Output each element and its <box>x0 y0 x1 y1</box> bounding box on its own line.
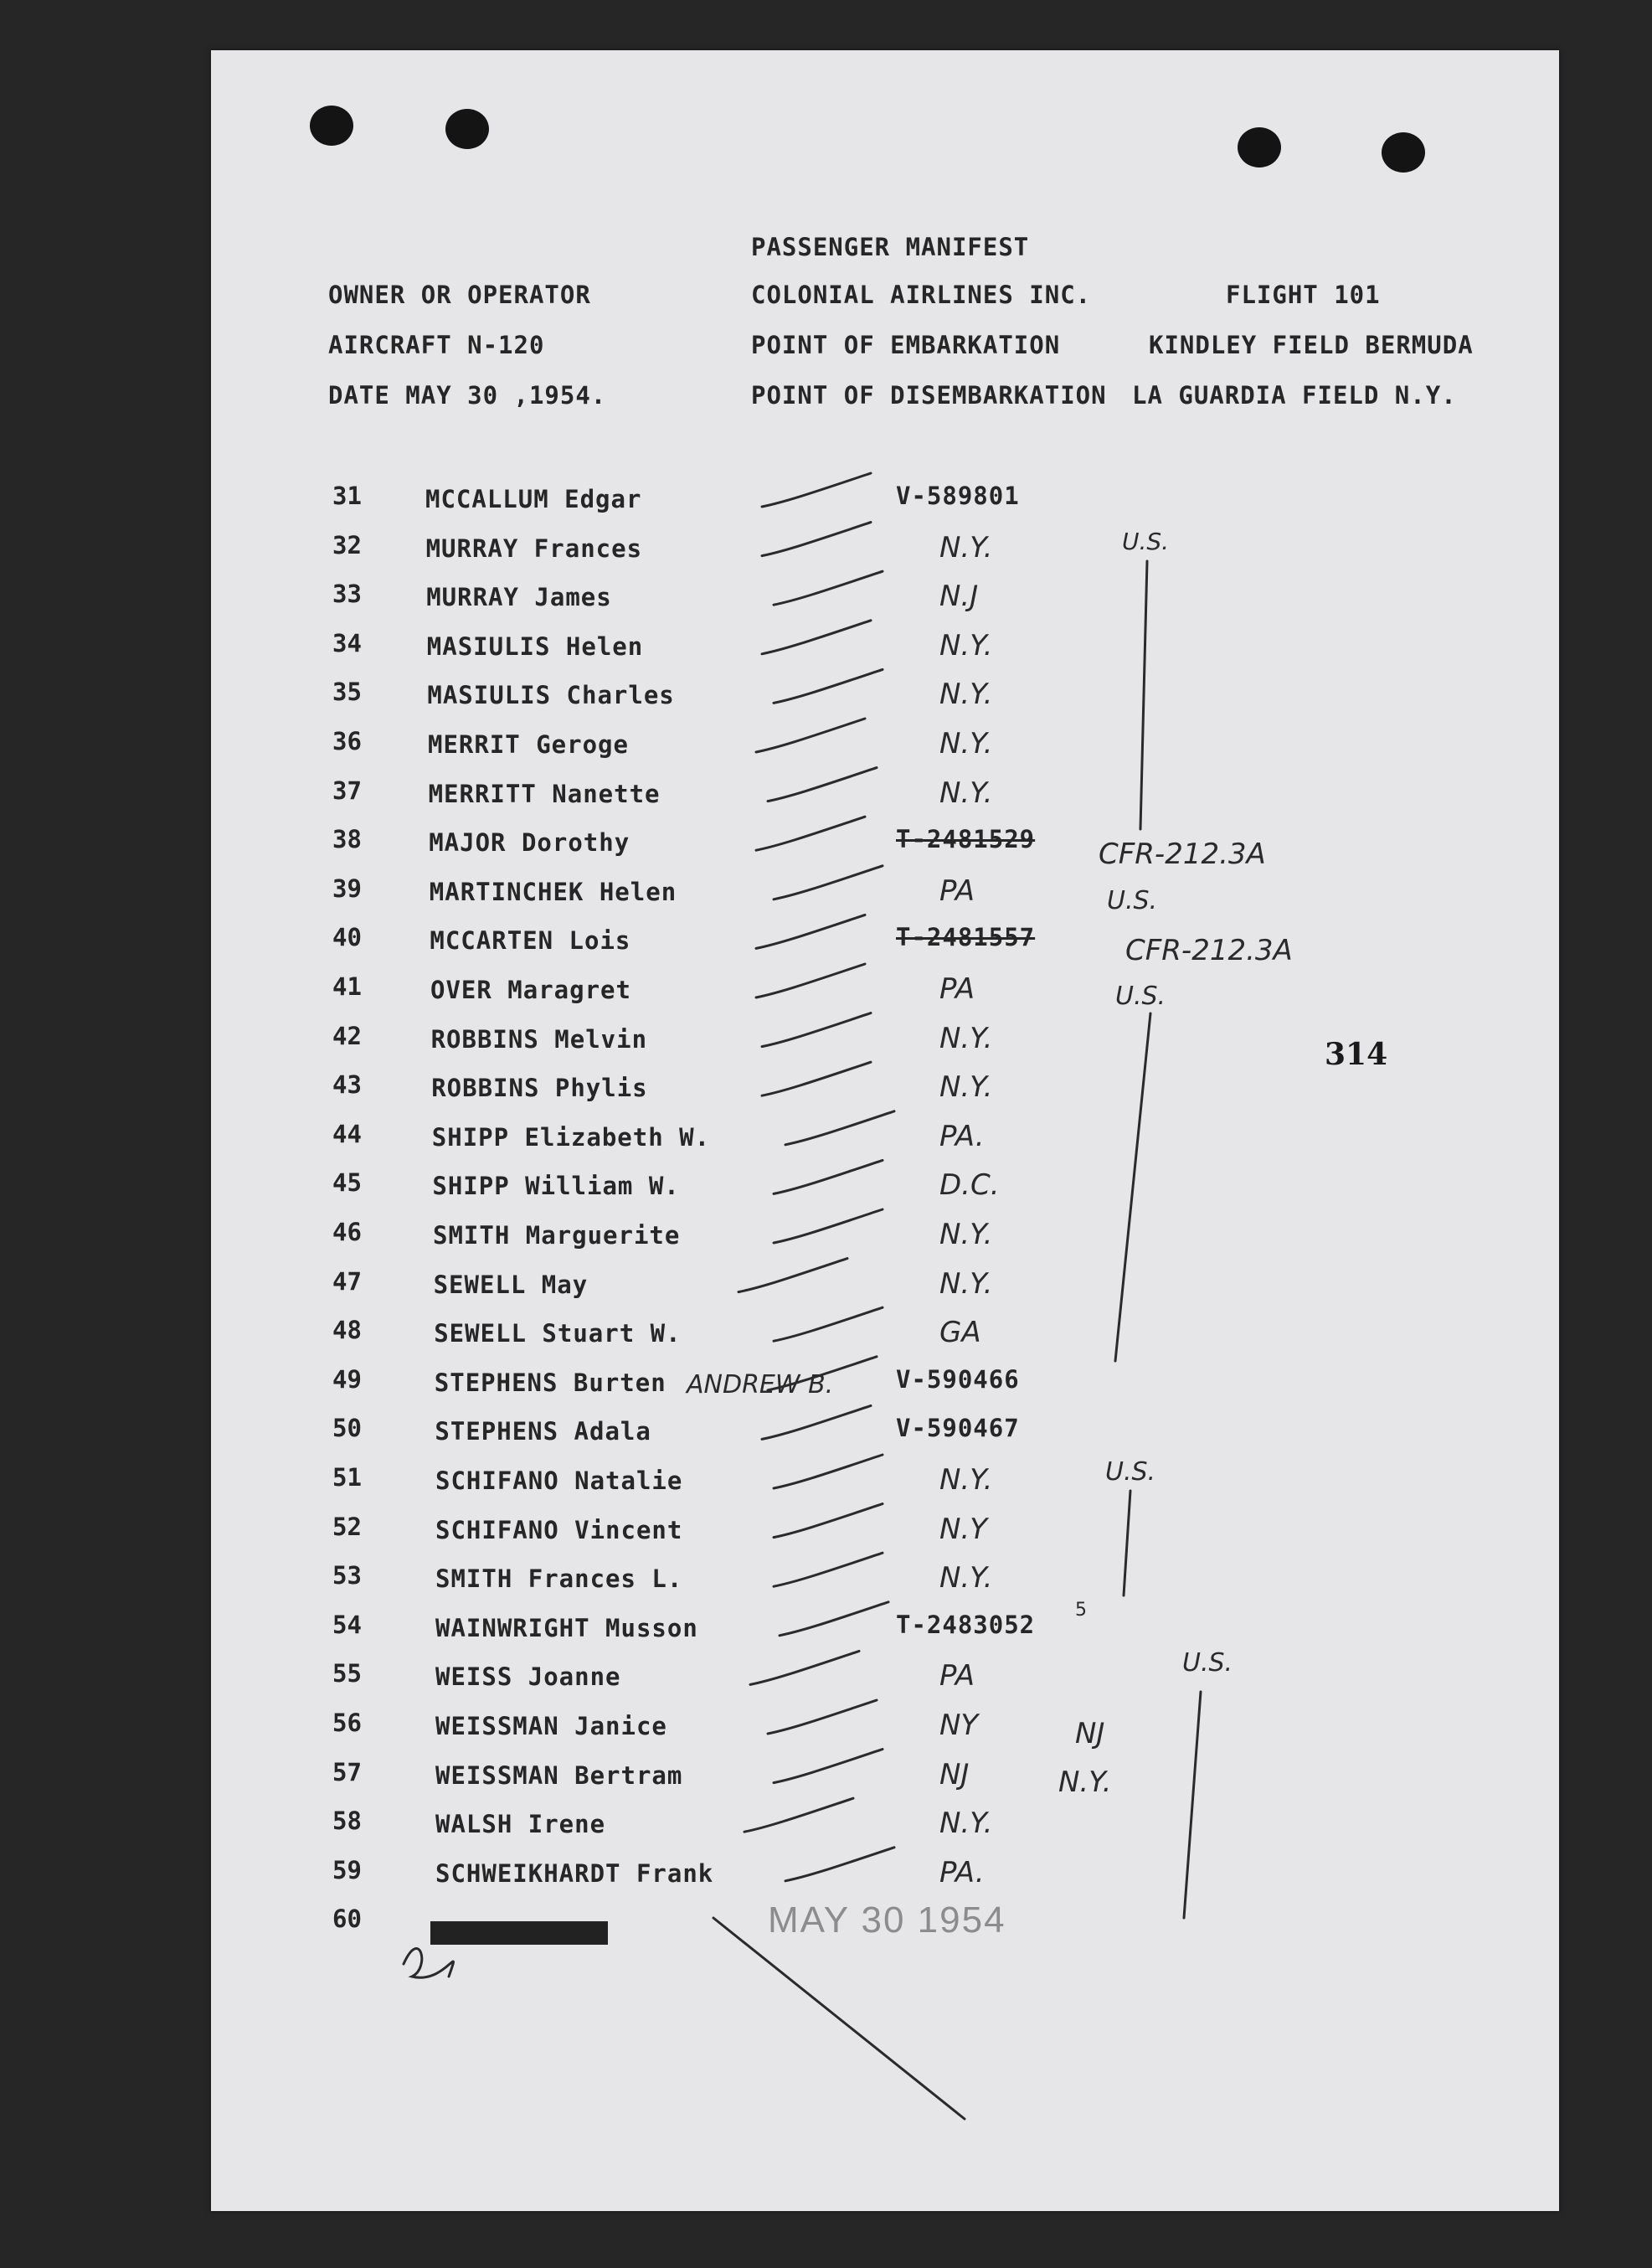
row-number: 52 <box>332 1512 362 1541</box>
punch-hole <box>1238 127 1281 168</box>
passenger-row <box>211 1168 1559 1217</box>
passenger-name: ROBBINS Melvin <box>430 1024 648 1054</box>
passenger-row <box>211 1463 1559 1512</box>
passenger-row <box>211 1120 1559 1168</box>
passenger-row <box>211 1758 1559 1807</box>
owner-value: COLONIAL AIRLINES INC. <box>751 281 1092 309</box>
home-state: PA <box>939 972 975 1006</box>
passenger-row <box>211 1316 1559 1364</box>
document-number: T-2481557 <box>896 923 1036 952</box>
disembarkation-value: LA GUARDIA FIELD N.Y. <box>1132 381 1457 410</box>
passenger-name: SCHWEIKHARDT Frank <box>435 1858 714 1888</box>
embarkation-label: POINT OF EMBARKATION <box>751 331 1061 359</box>
row-number: 45 <box>332 1168 362 1198</box>
row-number: 46 <box>332 1218 362 1246</box>
row-number: 34 <box>332 628 362 657</box>
row-number: 55 <box>332 1659 362 1688</box>
passenger-row <box>211 1659 1559 1708</box>
passenger-name: SCHIFANO Natalie <box>435 1466 683 1495</box>
passenger-name: WEISSMAN Bertram <box>435 1760 683 1790</box>
punch-hole <box>445 109 489 149</box>
passenger-row <box>211 972 1559 1021</box>
passenger-row <box>211 580 1559 628</box>
home-state: PA. <box>939 1855 985 1889</box>
passenger-row <box>211 531 1559 580</box>
aircraft: AIRCRAFT N-120 <box>328 331 545 359</box>
passenger-name: WAINWRIGHT Musson <box>435 1613 698 1642</box>
row-number: 38 <box>332 825 362 854</box>
correction-digit: 5 <box>1075 1600 1087 1621</box>
citizenship-note: U.S. <box>1105 1457 1156 1487</box>
passenger-row <box>211 1611 1559 1659</box>
manifest-title: PASSENGER MANIFEST <box>751 233 1030 261</box>
home-state: N.Y <box>939 1512 988 1546</box>
passenger-row <box>211 1513 1559 1561</box>
home-state: GA <box>939 1316 981 1350</box>
row-number: 33 <box>332 580 362 609</box>
row-number: 47 <box>332 1266 362 1296</box>
manifest-date: DATE MAY 30 ,1954. <box>328 381 607 410</box>
home-state: N.Y. <box>939 678 993 712</box>
row-number: 49 <box>332 1364 362 1394</box>
row-number: 31 <box>332 482 362 510</box>
home-state: N.Y. <box>939 1561 993 1595</box>
passenger-row <box>211 1414 1559 1462</box>
citizenship-note: U.S. <box>1107 886 1158 915</box>
correction-note: ANDREW B. <box>687 1370 834 1399</box>
home-state: N.Y. <box>939 727 993 760</box>
passenger-row <box>211 1070 1559 1119</box>
punch-hole <box>310 106 353 146</box>
passenger-name: SHIPP William W. <box>432 1172 680 1201</box>
passenger-row <box>211 1807 1559 1855</box>
home-state: N.Y. <box>939 776 993 810</box>
passenger-row <box>211 1267 1559 1316</box>
row-number: 41 <box>332 972 362 1001</box>
home-state: N.Y. <box>939 530 993 564</box>
row-number: 51 <box>332 1463 362 1492</box>
passenger-name: SMITH Frances L. <box>435 1564 683 1594</box>
passenger-name: MASIULIS Charles <box>427 681 675 710</box>
passenger-name: WALSH Irene <box>435 1810 606 1839</box>
passenger-name: MERRIT Geroge <box>428 730 629 759</box>
passenger-name: MURRAY Frances <box>425 533 643 563</box>
passenger-name: SEWELL May <box>433 1270 589 1299</box>
passenger-name: ROBBINS Phylis <box>431 1074 648 1103</box>
home-state: N.Y. <box>939 1070 993 1105</box>
home-state: PA <box>939 1659 975 1693</box>
row-number: 39 <box>332 874 362 903</box>
row-number: 54 <box>332 1610 362 1639</box>
page-number: 314 <box>1325 1037 1388 1072</box>
passenger-name: SEWELL Stuart W. <box>434 1319 682 1348</box>
row-number: 56 <box>332 1709 362 1737</box>
citizenship-note: U.S. <box>1115 982 1166 1011</box>
passenger-row <box>211 1365 1559 1414</box>
home-state: D.C. <box>939 1168 1000 1203</box>
passenger-name: STEPHENS Adala <box>435 1417 651 1446</box>
passenger-name: OVER Maragret <box>430 976 631 1004</box>
home-state: PA. <box>939 1119 985 1153</box>
row-number: 59 <box>332 1855 362 1884</box>
passenger-name: SCHIFANO Vincent <box>435 1515 683 1544</box>
home-state: N.Y. <box>939 1463 993 1497</box>
passenger-name: MURRAY James <box>426 583 612 612</box>
home-state: N.Y. <box>939 628 993 662</box>
passenger-row <box>211 727 1559 776</box>
home-state: N.Y. <box>939 1218 993 1251</box>
passenger-name: STEPHENS Burten <box>434 1368 666 1397</box>
row-number: 37 <box>332 776 362 805</box>
passenger-row <box>211 629 1559 678</box>
home-state: N.Y. <box>939 1266 993 1301</box>
passenger-row <box>211 874 1559 923</box>
citizenship-note: U.S. <box>1182 1648 1233 1678</box>
row-number: 43 <box>332 1070 362 1100</box>
passenger-name: MASIULIS Helen <box>426 631 644 661</box>
correction-note: NJ <box>1075 1717 1105 1750</box>
row-number: 35 <box>332 678 362 707</box>
passenger-name: WEISS Joanne <box>435 1662 621 1692</box>
date-stamp: MAY 30 1954 <box>768 1899 1006 1941</box>
document-number: T-2481529 <box>896 825 1036 854</box>
passenger-name: MARTINCHEK Helen <box>429 877 677 906</box>
row-number: 44 <box>332 1119 362 1148</box>
row-number: 58 <box>332 1807 362 1836</box>
embarkation-value: KINDLEY FIELD BERMUDA <box>1149 331 1474 359</box>
home-state: N.Y. <box>939 1021 993 1055</box>
home-state: PA <box>939 874 975 908</box>
row-number: 36 <box>332 727 362 755</box>
cfr-note: CFR-212.3A <box>1125 934 1293 967</box>
home-state: N.J <box>939 580 979 614</box>
flight-number: FLIGHT 101 <box>1226 281 1381 309</box>
passenger-row <box>211 923 1559 972</box>
passenger-row <box>211 825 1559 874</box>
correction-note: N.Y. <box>1058 1765 1112 1799</box>
row-number: 60 <box>332 1905 362 1934</box>
row-number: 50 <box>332 1414 362 1443</box>
document-number: V-590467 <box>896 1414 1020 1443</box>
disembarkation-label: POINT OF DISEMBARKATION <box>751 381 1107 410</box>
row-number: 48 <box>332 1316 362 1345</box>
passenger-row <box>211 1709 1559 1757</box>
home-state: N.Y. <box>939 1807 993 1841</box>
row-number: 42 <box>332 1021 362 1050</box>
row-number: 53 <box>332 1561 362 1590</box>
passenger-name: MCCALLUM Edgar <box>425 485 642 513</box>
passenger-row <box>211 678 1559 726</box>
document-number: V-590466 <box>896 1364 1020 1394</box>
punch-hole <box>1382 132 1425 173</box>
owner-label: OWNER OR OPERATOR <box>328 281 591 309</box>
passenger-row <box>211 482 1559 530</box>
manifest-sheet <box>211 50 1559 2211</box>
passenger-name: MAJOR Dorothy <box>429 828 630 858</box>
cfr-note: CFR-212.3A <box>1099 838 1266 871</box>
passenger-row <box>211 1856 1559 1905</box>
row-number: 40 <box>332 923 362 952</box>
home-state: NJ <box>939 1757 970 1791</box>
citizenship-note: U.S. <box>1122 528 1170 555</box>
passenger-name: MERRITT Nanette <box>428 779 661 808</box>
passenger-row <box>211 776 1559 825</box>
passenger-name: SHIPP Elizabeth W. <box>431 1122 711 1152</box>
passenger-name: SMITH Marguerite <box>433 1221 681 1250</box>
passenger-name: WEISSMAN Janice <box>435 1712 667 1740</box>
home-state: NY <box>939 1709 979 1742</box>
document-number: V-589801 <box>896 482 1020 510</box>
passenger-name: MCCARTEN Lois <box>430 926 631 956</box>
document-number: T-2483052 <box>896 1610 1036 1639</box>
passenger-row <box>211 1561 1559 1610</box>
row-number: 32 <box>332 530 362 559</box>
passenger-row <box>211 1218 1559 1266</box>
row-number: 57 <box>332 1757 362 1786</box>
